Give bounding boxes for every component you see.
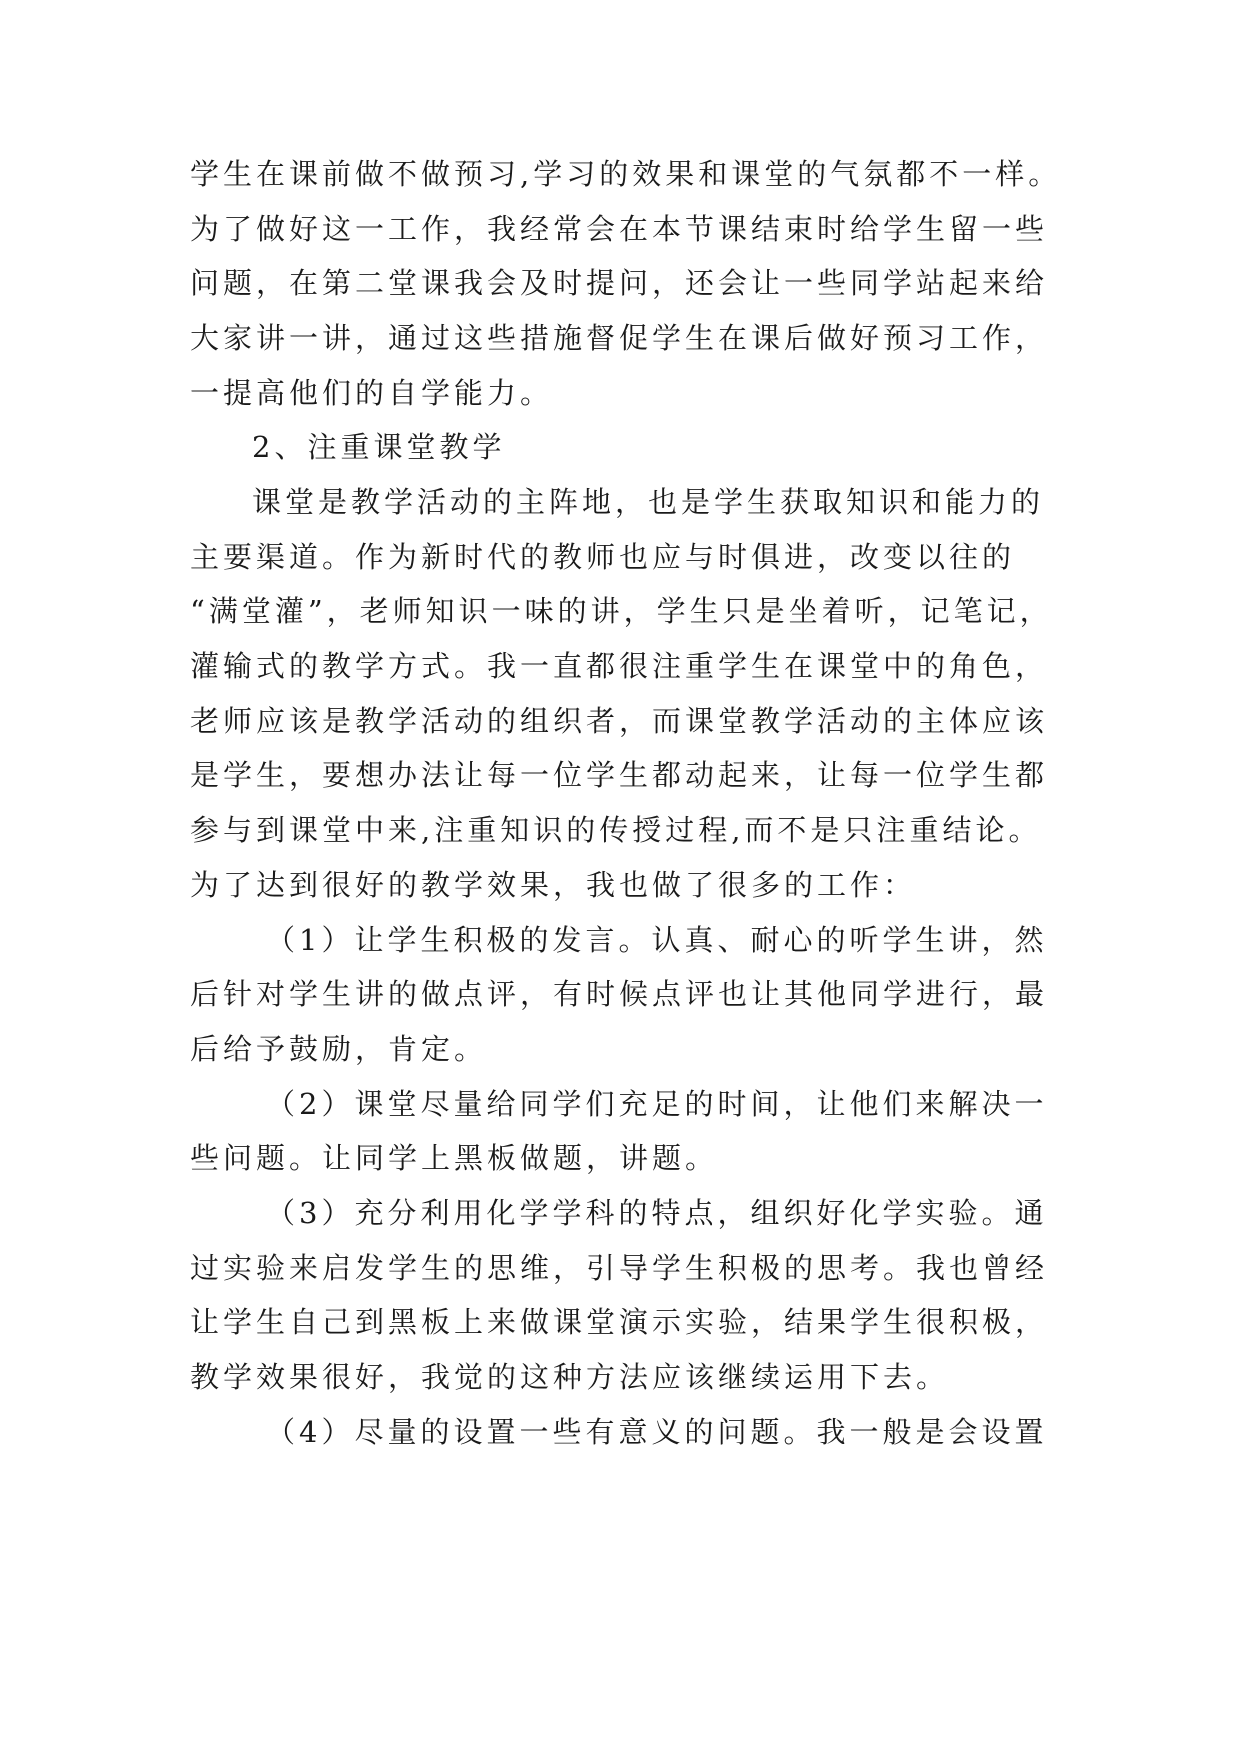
text-line: 主要渠道。作为新时代的教师也应与时俱进，改变以往的 — [190, 540, 1016, 574]
text-line: 参与到课堂中来,注重知识的传授过程,而不是只注重结论。 — [190, 813, 1042, 847]
text-line: 过实验来启发学生的思维，引导学生积极的思考。我也曾经 — [190, 1251, 1049, 1285]
list-item: （3）充分利用化学学科的特点，组织好化学实验。通 — [266, 1196, 1048, 1230]
section-heading: 2、注重课堂教学 — [252, 430, 506, 464]
text-line: 后给予鼓励，肯定。 — [190, 1032, 488, 1066]
text-line: 些问题。让同学上黑板做题，讲题。 — [190, 1141, 719, 1175]
text-line: 后针对学生讲的做点评，有时候点评也让其他同学进行，最 — [190, 977, 1049, 1011]
list-item: （4）尽量的设置一些有意义的问题。我一般是会设置 — [266, 1415, 1048, 1449]
text-line: 一提高他们的自学能力。 — [190, 376, 554, 410]
text-line: 学生在课前做不做预习,学习的效果和课堂的气氛都不一样。 — [190, 157, 1062, 191]
text-line: 老师应该是教学活动的组织者，而课堂教学活动的主体应该 — [190, 704, 1049, 738]
text-line: 大家讲一讲，通过这些措施督促学生在课后做好预习工作， — [190, 321, 1049, 355]
text-line: 为了达到很好的教学效果，我也做了很多的工作： — [190, 868, 917, 902]
text-line: 问题，在第二堂课我会及时提问，还会让一些同学站起来给 — [190, 266, 1049, 300]
text-line: 为了做好这一工作，我经常会在本节课结束时给学生留一些 — [190, 212, 1049, 246]
text-line: 是学生，要想办法让每一位学生都动起来，让每一位学生都 — [190, 758, 1049, 792]
text-line: 让学生自己到黑板上来做课堂演示实验，结果学生很积极， — [190, 1305, 1049, 1339]
text-line: 课堂是教学活动的主阵地，也是学生获取知识和能力的 — [252, 485, 1045, 519]
text-line: 教学效果很好，我觉的这种方法应该继续运用下去。 — [190, 1360, 950, 1394]
text-line: “满堂灌”，老师知识一味的讲，学生只是坐着听，记笔记， — [190, 594, 1053, 628]
text-line: 灌输式的教学方式。我一直都很注重学生在课堂中的角色， — [190, 649, 1049, 683]
list-item: （2）课堂尽量给同学们充足的时间，让他们来解决一 — [266, 1087, 1048, 1121]
list-item: （1）让学生积极的发言。认真、耐心的听学生讲，然 — [266, 923, 1048, 957]
